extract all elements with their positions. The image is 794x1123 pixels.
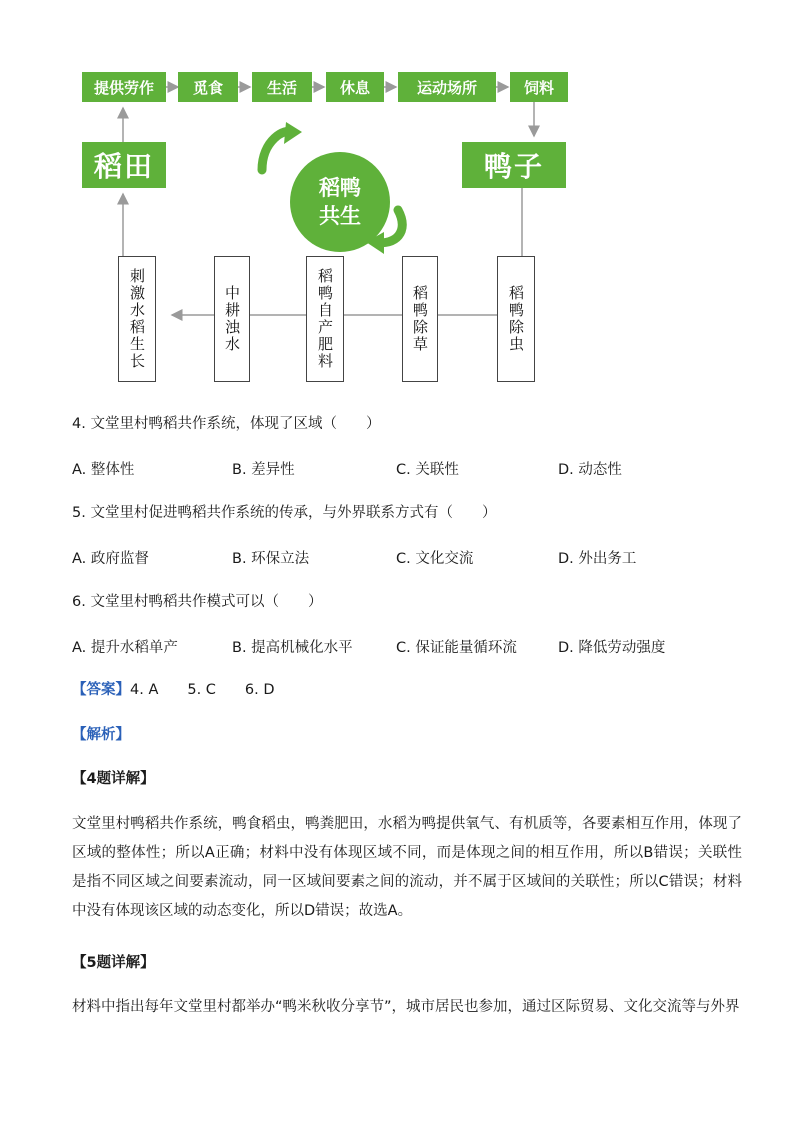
q5-option-c: C. 文化交流 bbox=[396, 551, 474, 567]
vbox-weeding: 稻鸭除草 bbox=[402, 256, 438, 382]
answer-label: 【答案】 bbox=[72, 682, 130, 698]
box-living: 生活 bbox=[252, 72, 312, 102]
detail-4-body: 文堂里村鸭稻共作系统，鸭食稻虫，鸭粪肥田，水稻为鸭提供氧气、有机质等，各要素相互作用，体现了区域的整体性；所以A正确；材料中没有体现区域不同，而是体现之间的相互作用，所以B错误；关联性是指不同区域之间要素流动，同一区域间要素之间的流动，并不属于区域间的关联性；所以C错误；材料中没有体现该区域的动态变化，所以D错误；故选A。 bbox=[72, 816, 742, 919]
q6-option-c: C. 保证能量循环流 bbox=[396, 640, 517, 656]
q6-option-a: A. 提升水稻单产 bbox=[72, 640, 178, 656]
box-duck: 鸭子 bbox=[462, 142, 566, 188]
vbox-stimulate-growth: 刺激水稻生长 bbox=[118, 256, 156, 382]
answer-line bbox=[72, 680, 722, 700]
box-rice-field: 稻田 bbox=[82, 142, 166, 188]
q4-option-b: B. 差异性 bbox=[232, 462, 295, 478]
question-4-stem: 4. 文堂里村鸭稻共作系统，体现了区域（ ） bbox=[72, 416, 381, 432]
box-provide-labor: 提供劳作 bbox=[82, 72, 166, 102]
vbox-pest-removal: 稻鸭除虫 bbox=[497, 256, 535, 382]
box-rest: 休息 bbox=[326, 72, 384, 102]
q6-option-d: D. 降低劳动强度 bbox=[558, 640, 666, 656]
box-forage: 觅食 bbox=[178, 72, 238, 102]
center-circle bbox=[290, 152, 390, 252]
question-6-stem: 6. 文堂里村鸭稻共作模式可以（ ） bbox=[72, 594, 323, 610]
q4-option-c: C. 关联性 bbox=[396, 462, 459, 478]
q4-option-d: D. 动态性 bbox=[558, 462, 622, 478]
detail-4-title: 【4题详解】 bbox=[72, 771, 155, 787]
box-feed: 饲料 bbox=[510, 72, 568, 102]
center-circle-line1: 稻鸭 bbox=[319, 176, 361, 200]
q5-option-d: D. 外出务工 bbox=[558, 551, 637, 567]
question-5-stem: 5. 文堂里村促进鸭稻共作系统的传承，与外界联系方式有（ ） bbox=[72, 505, 497, 521]
vbox-cultivate-water: 中耕浊水 bbox=[214, 256, 250, 382]
detail-5-title: 【5题详解】 bbox=[72, 955, 155, 971]
q4-option-a: A. 整体性 bbox=[72, 462, 135, 478]
box-exercise-place: 运动场所 bbox=[398, 72, 496, 102]
analysis-label: 【解析】 bbox=[72, 727, 130, 743]
q5-option-b: B. 环保立法 bbox=[232, 551, 310, 567]
answer-values: 4. A 5. C 6. D bbox=[130, 682, 275, 698]
q5-option-a: A. 政府监督 bbox=[72, 551, 149, 567]
center-circle-line2: 共生 bbox=[319, 204, 361, 228]
q6-option-b: B. 提高机械化水平 bbox=[232, 640, 353, 656]
detail-5-body: 材料中指出每年文堂里村都举办“鸭米秋收分享节”，城市居民也参加，通过区际贸易、文化交流等与外界 bbox=[72, 999, 740, 1015]
rice-duck-diagram bbox=[0, 0, 794, 400]
vbox-self-fertilizer: 稻鸭自产肥料 bbox=[306, 256, 344, 382]
